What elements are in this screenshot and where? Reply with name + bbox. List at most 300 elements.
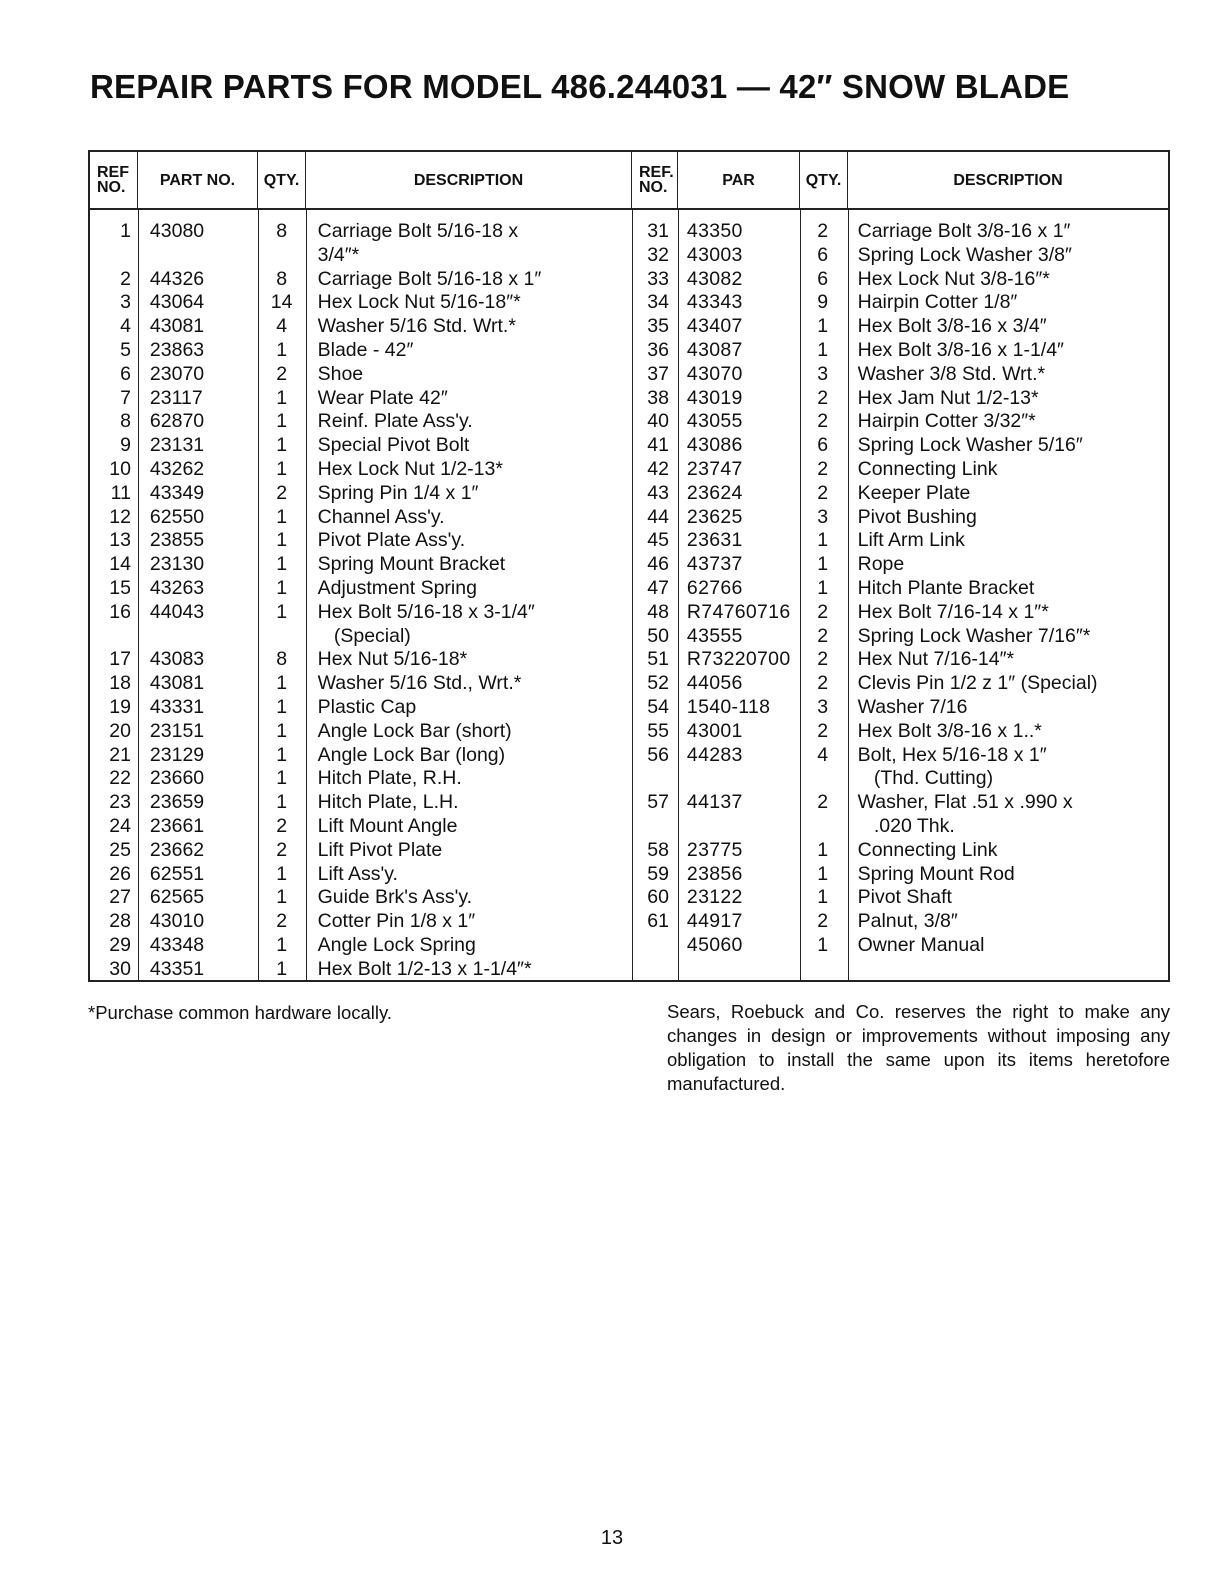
description-cell: Spring Mount Rod [857,862,1015,885]
description-cell: Plastic Cap [317,695,417,718]
part-no-cell [138,625,258,649]
qty-cell: 2 [817,624,829,647]
ref-no-cell: 55 [647,719,669,742]
ref-no-cell [631,958,677,982]
part-no-cell: 43080 [149,220,205,242]
part-no-cell [677,958,799,982]
ref-no-cell: 60 [647,886,669,909]
ref-no-cell: 13 [109,529,131,552]
qty-cell: 9 [817,291,829,314]
qty-cell: 2 [817,910,829,933]
description-cell: Spring Mount Bracket [317,553,506,576]
description-cell: Special Pivot Bolt [317,434,470,457]
table-row [90,815,1168,839]
table-row [90,553,1168,577]
description-cell: Bolt, Hex 5/16-18 x 1″ [857,743,1047,766]
ref-no-cell [90,244,138,268]
ref-no-cell: 12 [109,505,131,528]
ref-no-cell: 26 [109,862,131,885]
part-no-cell: 23631 [686,529,743,552]
qty-cell: 1 [276,672,288,695]
description-cell: Washer 3/8 Std. Wrt.* [857,362,1046,385]
qty-cell: 2 [817,481,829,504]
ref-no-cell [631,815,677,839]
qty-cell: 8 [276,220,288,242]
part-no-cell: 23775 [686,838,743,861]
description-cell: Channel Ass'y. [317,505,445,528]
qty-cell: 2 [817,672,829,695]
ref-no-cell: 50 [647,624,669,647]
table-row [90,363,1168,387]
ref-no-cell: 31 [647,220,669,242]
ref-no-cell: 5 [120,338,131,361]
part-no-cell: 23747 [686,457,743,480]
part-no-cell: 43082 [686,267,743,290]
qty-cell: 1 [276,529,288,552]
table-row [90,387,1168,411]
description-cell: Hex Bolt 3/8-16 x 1-1/4″ [857,338,1064,361]
table-row [90,434,1168,458]
table-row [90,672,1168,696]
part-no-cell: 23129 [149,743,205,766]
qty-cell: 2 [276,362,288,385]
description-cell: Reinf. Plate Ass'y. [317,410,473,433]
part-no-cell: 43019 [686,386,743,409]
qty-cell: 1 [276,886,288,909]
qty-cell: 1 [817,862,829,885]
part-no-cell: 43087 [686,338,743,361]
description-cell: Connecting Link [857,457,998,480]
table-row [90,648,1168,672]
description-cell: Hex Nut 5/16-18* [317,648,468,671]
ref-no-cell: 16 [109,600,131,623]
qty-cell: 2 [817,648,829,671]
part-no-cell: 43343 [686,291,743,314]
part-no-cell: 43081 [149,315,205,338]
footnote: *Purchase common hardware locally. [88,1002,393,1023]
part-no-cell: 23117 [149,386,203,409]
table-row [90,506,1168,530]
qty-cell: 3 [817,695,829,718]
qty-cell [258,625,306,649]
part-no-cell: 23131 [149,434,205,457]
qty-cell: 1 [817,553,829,576]
parts-table [88,150,1170,982]
qty-cell: 2 [817,600,829,623]
description-cell: 3/4″* [317,243,360,266]
description-cell: Hitch Plate, R.H. [317,767,462,790]
table-row [90,220,1168,244]
qty-cell: 1 [276,410,288,433]
ref-no-cell [631,934,677,958]
table-row [90,767,1168,791]
part-no-cell: R73220700 [686,648,791,671]
ref-no-cell: 9 [120,434,131,457]
part-no-cell: 43349 [149,481,205,504]
description-cell: Blade - 42″ [317,338,414,361]
description-cell: Hex Lock Nut 1/2-13* [317,457,503,480]
description-cell: (Thd. Cutting) [857,767,994,790]
ref-no-cell: 3 [120,291,131,314]
part-no-cell: 43086 [686,434,743,457]
header-qty: QTY. [258,152,306,208]
ref-no-cell: 52 [647,672,669,695]
ref-no-cell: 27 [109,886,131,909]
table-row [90,244,1168,268]
description-cell: Cotter Pin 1/8 x 1″ [317,910,476,933]
description-cell: Connecting Link [857,838,998,861]
ref-no-cell: 7 [120,386,131,409]
qty-cell: 2 [817,220,829,242]
part-no-cell: R74760716 [686,600,791,623]
description-cell: Angle Lock Bar (long) [317,743,506,766]
description-cell: Hex Lock Nut 5/16-18″* [317,291,521,314]
ref-no-cell: 61 [647,910,669,933]
part-no-cell: 43555 [686,624,743,647]
part-no-cell [138,244,258,268]
ref-no-cell: 58 [647,838,669,861]
part-no-cell: 43263 [149,576,205,599]
ref-no-cell: 1 [120,220,131,242]
part-no-cell: 44137 [686,791,743,814]
ref-no-cell: 48 [647,600,669,623]
ref-no-cell: 38 [647,386,669,409]
description-cell: Hex Bolt 3/8-16 x 3/4″ [857,315,1047,338]
description-cell: Clevis Pin 1/2 z 1″ (Special) [857,672,1098,695]
ref-no-cell: 37 [647,362,669,385]
table-row [90,339,1168,363]
table-row [90,291,1168,315]
table-row [90,791,1168,815]
qty-cell: 4 [817,743,829,766]
qty-cell: 6 [817,267,829,290]
qty-cell: 2 [817,386,829,409]
qty-cell: 8 [276,267,288,290]
ref-no-cell: 18 [109,672,131,695]
ref-no-cell: 51 [647,648,669,671]
ref-no-cell: 4 [120,315,131,338]
header-part-no: PART NO. [138,152,258,208]
qty-cell: 2 [817,719,829,742]
qty-cell: 1 [276,933,288,956]
ref-no-cell: 11 [110,481,131,504]
description-cell: Spring Lock Washer 5/16″ [857,434,1083,457]
qty-cell: 1 [276,457,288,480]
description-cell: Carriage Bolt 5/16-18 x [317,220,519,242]
ref-no-cell: 15 [109,576,131,599]
part-no-cell: 43055 [686,410,743,433]
description-cell: Spring Pin 1/4 x 1″ [317,481,479,504]
qty-cell: 6 [817,434,829,457]
qty-cell: 1 [276,957,288,980]
qty-cell: 3 [817,505,829,528]
ref-no-cell: 6 [120,362,131,385]
header-ref-no-2: REF. NO. [632,152,678,208]
page-number: 13 [600,1527,624,1549]
qty-cell: 2 [276,910,288,933]
ref-no-cell: 45 [647,529,669,552]
table-rows [90,220,1168,982]
ref-no-cell [631,767,677,791]
ref-no-cell: 17 [109,648,131,671]
part-no-cell: 43407 [686,315,743,338]
ref-no-cell: 35 [647,315,669,338]
description-cell: Angle Lock Spring [317,933,476,956]
description-cell: Hitch Plante Bracket [857,576,1035,599]
description-cell: Wear Plate 42″ [317,386,448,409]
qty-cell: 1 [276,553,288,576]
description-cell: Pivot Shaft [857,886,952,909]
qty-cell: 1 [276,791,288,814]
qty-cell: 8 [276,648,288,671]
part-no-cell: 43081 [149,672,205,695]
table-row [90,482,1168,506]
description-cell: Hex Bolt 1/2-13 x 1-1/4″* [317,957,532,980]
table-body [90,210,1168,980]
part-no-cell: 44056 [686,672,743,695]
description-cell: Pivot Bushing [857,505,977,528]
table-row [90,601,1168,625]
qty-cell: 6 [817,243,829,266]
table-row [90,625,1168,649]
table-row [90,934,1168,958]
table-header [90,152,1168,210]
part-no-cell [677,815,799,839]
qty-cell: 2 [817,457,829,480]
qty-cell: 1 [276,434,288,457]
table-row [90,910,1168,934]
part-no-cell: 43262 [149,457,205,480]
part-no-cell: 23659 [149,791,205,814]
description-cell: Washer 5/16 Std., Wrt.* [317,672,522,695]
part-no-cell: 23070 [149,362,205,385]
part-no-cell: 43064 [149,291,205,314]
table-row [90,315,1168,339]
description-cell: Palnut, 3/8″ [857,910,958,933]
part-no-cell: 23661 [149,814,205,837]
table-row [90,410,1168,434]
qty-cell: 1 [817,529,829,552]
part-no-cell: 62565 [149,886,205,909]
description-cell: Hex Jam Nut 1/2-13* [857,386,1039,409]
table-row [90,863,1168,887]
description-cell [847,958,1168,982]
description-cell: Owner Manual [857,933,985,956]
ref-no-cell: 28 [109,910,131,933]
ref-no-cell: 47 [647,576,669,599]
ref-no-cell: 54 [647,695,669,718]
table-row [90,696,1168,720]
qty-cell: 1 [276,386,288,409]
qty-cell: 4 [276,315,288,338]
qty-cell: 1 [276,600,288,623]
ref-no-cell: 25 [109,838,131,861]
ref-no-cell: 8 [120,410,131,433]
ref-no-cell [90,625,138,649]
ref-no-cell: 32 [647,243,669,266]
description-cell: Spring Lock Washer 3/8″ [857,243,1072,266]
part-no-cell: 43003 [686,243,743,266]
part-no-cell: 23151 [149,719,205,742]
qty-cell: 1 [276,862,288,885]
part-no-cell: 23863 [149,338,205,361]
description-cell: Lift Arm Link [857,529,965,552]
qty-cell: 1 [817,315,829,338]
part-no-cell: 23660 [149,767,205,790]
part-no-cell: 43010 [149,910,205,933]
ref-no-cell: 36 [647,338,669,361]
part-no-cell: 45060 [686,933,743,956]
qty-cell: 1 [817,933,829,956]
ref-no-cell: 42 [647,457,669,480]
qty-cell: 3 [817,362,829,385]
page-title: REPAIR PARTS FOR MODEL 486.244031 — 42″ SNOW BLADE [90,68,1070,105]
part-no-cell: 43083 [149,648,205,671]
ref-no-cell: 21 [109,743,131,766]
qty-cell: 2 [817,791,829,814]
description-cell: (Special) [317,624,411,647]
header-part-no-2: PAR [678,152,800,208]
description-cell: Lift Mount Angle [317,814,458,837]
qty-cell: 1 [276,505,288,528]
header-qty-2: QTY. [800,152,848,208]
description-cell: Washer 5/16 Std. Wrt.* [317,315,516,338]
ref-no-cell: 20 [109,719,131,742]
part-no-cell: 43737 [686,553,743,576]
description-cell: Guide Brk's Ass'y. [317,886,473,909]
qty-cell: 1 [276,743,288,766]
table-row [90,886,1168,910]
qty-cell [799,767,847,791]
ref-no-cell: 29 [109,933,131,956]
part-no-cell: 44326 [149,267,205,290]
part-no-cell: 1540-118 [686,695,771,718]
ref-no-cell: 57 [647,791,669,814]
qty-cell: 1 [817,838,829,861]
ref-no-cell: 46 [647,553,669,576]
header-description: DESCRIPTION [306,152,632,208]
part-no-cell: 23662 [149,838,205,861]
part-no-cell: 23122 [686,886,743,909]
description-cell: Washer 7/16 [857,695,968,718]
part-no-cell: 23625 [686,505,743,528]
qty-cell: 14 [270,291,293,314]
qty-cell [799,815,847,839]
description-cell: Spring Lock Washer 7/16″* [857,624,1091,647]
qty-cell: 1 [276,576,288,599]
description-cell: Lift Ass'y. [317,862,398,885]
ref-no-cell: 10 [109,457,131,480]
table-row [90,458,1168,482]
description-cell: Hairpin Cotter 1/8″ [857,291,1018,314]
table-row [90,529,1168,553]
part-no-cell: 43001 [686,719,743,742]
part-no-cell: 23130 [149,553,205,576]
qty-cell: 2 [276,481,288,504]
ref-no-cell: 14 [109,553,131,576]
ref-no-cell: 59 [647,862,669,885]
qty-cell [258,244,306,268]
ref-no-cell: 33 [647,267,669,290]
part-no-cell: 62766 [686,576,743,599]
table-row [90,958,1168,982]
table-row [90,268,1168,292]
disclaimer: Sears, Roebuck and Co. reserves the right to make any changes in design or improvements without imposing any obligation to install the same upon its items heretofore manufactured. [667,1001,1170,1094]
description-cell: Adjustment Spring [317,576,477,599]
ref-no-cell: 41 [647,434,669,457]
ref-no-cell: 23 [109,791,131,814]
qty-cell: 1 [276,695,288,718]
description-cell: Hex Bolt 7/16-14 x 1″* [857,600,1049,623]
ref-no-cell: 19 [109,695,131,718]
description-cell: Hex Bolt 3/8-16 x 1..* [857,719,1042,742]
description-cell: Hairpin Cotter 3/32″* [857,410,1036,433]
description-cell: Rope [857,553,905,576]
description-cell: Carriage Bolt 5/16-18 x 1″ [317,267,542,290]
description-cell: Carriage Bolt 3/8-16 x 1″ [857,220,1071,242]
description-cell: Hex Lock Nut 3/8-16″* [857,267,1050,290]
part-no-cell: 44043 [149,600,205,623]
ref-no-cell: 2 [120,267,131,290]
qty-cell: 1 [276,338,288,361]
part-no-cell: 23624 [686,481,743,504]
part-no-cell: 43348 [149,933,205,956]
part-no-cell: 23856 [686,862,743,885]
table-row [90,744,1168,768]
ref-no-cell: 34 [647,291,669,314]
part-no-cell: 62551 [149,862,205,885]
description-cell: Hex Bolt 5/16-18 x 3-1/4″ [317,600,535,623]
qty-cell: 2 [276,838,288,861]
description-cell: Hitch Plate, L.H. [317,791,459,814]
part-no-cell: 44917 [686,910,743,933]
table-row [90,577,1168,601]
part-no-cell: 43331 [149,695,205,718]
part-no-cell: 43070 [686,362,743,385]
description-cell: Pivot Plate Ass'y. [317,529,466,552]
ref-no-cell: 30 [109,957,131,980]
qty-cell [799,958,847,982]
description-cell: Washer, Flat .51 x .990 x [857,791,1073,814]
qty-cell: 2 [817,410,829,433]
ref-no-cell: 44 [647,505,669,528]
qty-cell: 2 [276,814,288,837]
description-cell: Angle Lock Bar (short) [317,719,512,742]
table-row [90,839,1168,863]
ref-no-cell: 24 [109,814,131,837]
part-no-cell: 44283 [686,743,743,766]
part-no-cell: 62550 [149,505,205,528]
ref-no-cell: 56 [647,743,669,766]
qty-cell: 1 [817,886,829,909]
ref-no-cell: 43 [647,481,669,504]
part-no-cell: 43350 [686,220,743,242]
header-ref-no: REF NO. [90,152,138,208]
qty-cell: 1 [817,338,829,361]
header-description-2: DESCRIPTION [953,171,1063,189]
description-cell: Lift Pivot Plate [317,838,443,861]
part-no-cell: 43351 [149,957,205,980]
description-cell: Hex Nut 7/16-14″* [857,648,1015,671]
qty-cell: 1 [276,767,288,790]
description-cell: Keeper Plate [857,481,971,504]
description-cell: Shoe [317,362,364,385]
ref-no-cell: 22 [109,767,131,790]
part-no-cell: 62870 [149,410,205,433]
ref-no-cell: 40 [647,410,669,433]
part-no-cell [677,767,799,791]
part-no-cell: 23855 [149,529,205,552]
